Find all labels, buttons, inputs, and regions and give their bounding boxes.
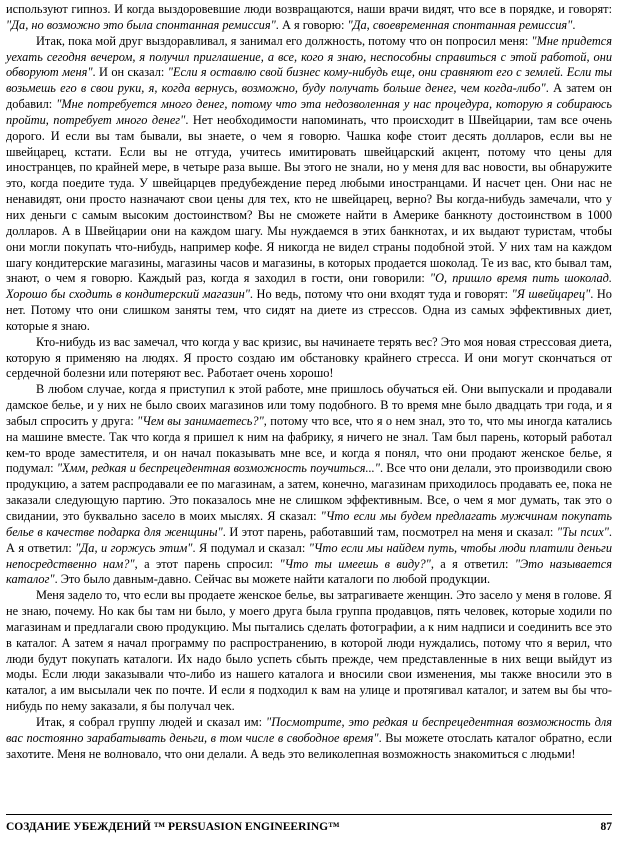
text-run: . Но нет. Потому что они слишком заняты тем, что сидят на диете из стрессов. Одна из самых эффективных диет, которые я знаю.: [6, 287, 612, 333]
quote-text: "Что если мы найдем путь, чтобы люди платили деньги непосредственно нам?": [6, 540, 613, 571]
quote-text: "Посмотрите, это редкая и беспрецедентная возможность для вас постоянно зарабатывать деньги, в том числе в свободное время": [6, 714, 612, 745]
footer-title: СОЗДАНИЕ УБЕЖДЕНИЙ ™ PERSUASION ENGINEERING™: [6, 821, 340, 833]
page-footer: [6, 814, 612, 833]
quote-text: "Чем вы занимаетесь?": [137, 413, 264, 428]
quote-text: "Мне потребуется много денег, потому что эта недозволенная у нас процедура, которую я собираюсь пройти, потребует много денег": [6, 97, 612, 127]
text-run: . Но ведь, потому что они входят туда и говорят:: [249, 287, 512, 302]
text-run: , а я ответил:: [430, 556, 515, 571]
quote-text: "Да, и горжусь этим": [75, 540, 193, 555]
paragraph: [6, 2, 612, 34]
quote-text: "Да, но возможно это была спонтанная ремиссия": [6, 17, 276, 32]
quote-text: "Да, своевременная спонтанная ремиссия": [347, 17, 573, 32]
text-run: . А я ответил:: [6, 524, 612, 555]
quote-text: "Что ты имеешь в виду?": [279, 556, 431, 571]
text-run: . Вы можете отослать каталог обратно, если захотите. Меня не волновало, что они делали. А ведь это великолепная возможность знакомиться с людьми!: [6, 730, 612, 761]
body-text: [6, 2, 612, 763]
text-run: .: [572, 17, 576, 32]
text-run: Меня задело то, что если вы продаете женское белье, вы затрагиваете женщин. Это засело у меня в голове. Я не знаю, почему. Но как бы там ни было, у моего друга была группа продавцов, пять человек, которые ходили по магазинам и предлагали свою продукцию. Мы пытались сделать фотографии, а к ним надписи и соединить все это в каталог. А затем я начал программу по распространению, в которой люди нуждались, потому что я верил, что люди будут покупать каталоги. Их надо было успеть сбыть прежде, чем представленные в них вещи выйдут из моды. Если люди заказывали что-либо из нашего каталога и вносили свои изменения, мы также вносили это в каталог, а им высылали чек по почте. И если я подходил к вам на улице и протягивал каталог, и затем вы бы что-нибудь по нему заказали, я бы получал чек.: [6, 588, 612, 714]
text-run: Итак, пока мой друг выздоравливал, я занимал его должность, потому что он попросил меня:: [36, 33, 532, 48]
text-run: Кто-нибудь из вас замечал, что когда у вас кризис, вы начинаете терять вес? Это моя новая стрессовая диета, которую я применяю на людях. Я просто создаю им обстановку крайнего стресса. И они могут скончаться от сердечной болезни или потеряют вес. Работает очень хорошо!: [6, 334, 612, 381]
paragraph: [6, 382, 612, 588]
text-run: , а этот парень спросил:: [134, 556, 280, 571]
paragraph: [6, 588, 612, 715]
quote-text: "Ты псих": [556, 524, 609, 539]
quote-text: "Я швейцарец": [511, 287, 591, 302]
quote-text: "Это называется каталог": [6, 556, 613, 587]
text-run: Итак, я собрал группу людей и сказал им:: [36, 714, 267, 729]
text-run: . А я говорю:: [275, 17, 348, 32]
text-run: . И этот парень, работавший там, посмотрел на меня и сказал:: [222, 524, 557, 539]
quote-text: "Хмм, редкая и беспрецедентная возможность поучиться...": [56, 461, 380, 476]
text-run: , потому что все, что я о нем знал, это то, что мы иногда катались на машине вместе. Так что когда я пришел к ним на фабрику, я ничего не знал. Там был парень, который работал кем-то вроде заместителя, и он начал показывать мне все, и когда я понял, что они продают женское белье, я подумал:: [6, 413, 612, 476]
text-run: . Нет необходимости напоминать, что происходит в Швейцарии, там все очень дорого. И если вы там бывали, вы знаете, о чем я говорю. Чашка кофе стоит десять долларов, если вы не швейцарец, кстати. Если вы не отгуда, учитесь имитировать швейцарский акцент, потому что цены для иностранцев, по крайней мере, в четыре раза выше. Вы этого не знали, но у меня для вас новости, вы обнаружите это, когда поедите туда. У швейцарцев предубеждение перед любыми иностранцами. И насчет цен. Они нас не ненавидят, они просто назначают свои цены для тех, кто не швейцарец, верно? Вы когда-нибудь замечали, что у них деньги с самым высоким достоинством? Вы не сможете найти в Америке банкноту достоинством в 1000 долларов. А в Швейцарии они на каждом шагу. Мы нуждаемся в этих банкнотах, и их выдают туристам, чтобы они могли покупать что-нибудь, например кофе. Я никогда не видел страны подобной этой. У них там на каждом шагу кондитерские магазины, магазины часов и магазины, в которых продается шоколад. Те из вас, кто бывал там, знают, о чем я говорю. Каждый раз, когда я заходил в гости, они говорили:: [6, 112, 612, 286]
page-number: 87: [600, 821, 612, 833]
quote-text: "Если я оставлю свой бизнес кому-нибудь еще, они сравняют его с землей. Если ты возьмешь его в свои руки, я, когда вернусь, возможно, буду получать больше денег, чем когда-либо": [6, 65, 612, 96]
text-run: . Все что они делали, это производили свою продукцию, а затем распродавали ее по магазинам, а затем, конечно, магазинам приходилось продавать ее, пока не заказали следующую партию. Это показалось мне не слишком эффективным. Все, о чем я мог думать, так это о свидании, это буквально засело в моих мыслях. Я сказал:: [6, 461, 613, 523]
text-run: . Это было давным-давно. Сейчас вы можете найти каталоги по любой продукции.: [54, 572, 491, 587]
quote-text: "Что если мы будем предлагать мужчинам покупать белье в качестве подарка для женщины": [6, 509, 612, 539]
quote-text: "О, пришло время пить шоколад. Хорошо бы сходить в кондитерский магазин": [6, 271, 612, 302]
text-run: . А затем он добавил:: [6, 81, 612, 112]
text-run: используют гипноз. И когда выздоровевшие люди возвращаются, наши врачи видят, что все в порядке, и говорят:: [6, 2, 612, 16]
paragraph: [6, 715, 612, 763]
paragraph: [6, 335, 612, 383]
text-run: . И он сказал:: [92, 65, 168, 80]
quote-text: "Мне придется уехать сегодня вечером, я получил приглашение, а все, кого я знаю, неспособны справиться с этой работой, они обворуют меня": [6, 33, 612, 80]
text-run: . Я подумал и сказал:: [192, 540, 309, 555]
paragraph: [6, 34, 612, 335]
text-run: В любом случае, когда я приступил к этой работе, мне пришлось обучаться ей. Они выпускали и продавали дамское белье, и у них не было своих магазинов или тому подобного. В то время мне было двадцать три года, и я забыл спросить у друга:: [6, 382, 612, 428]
